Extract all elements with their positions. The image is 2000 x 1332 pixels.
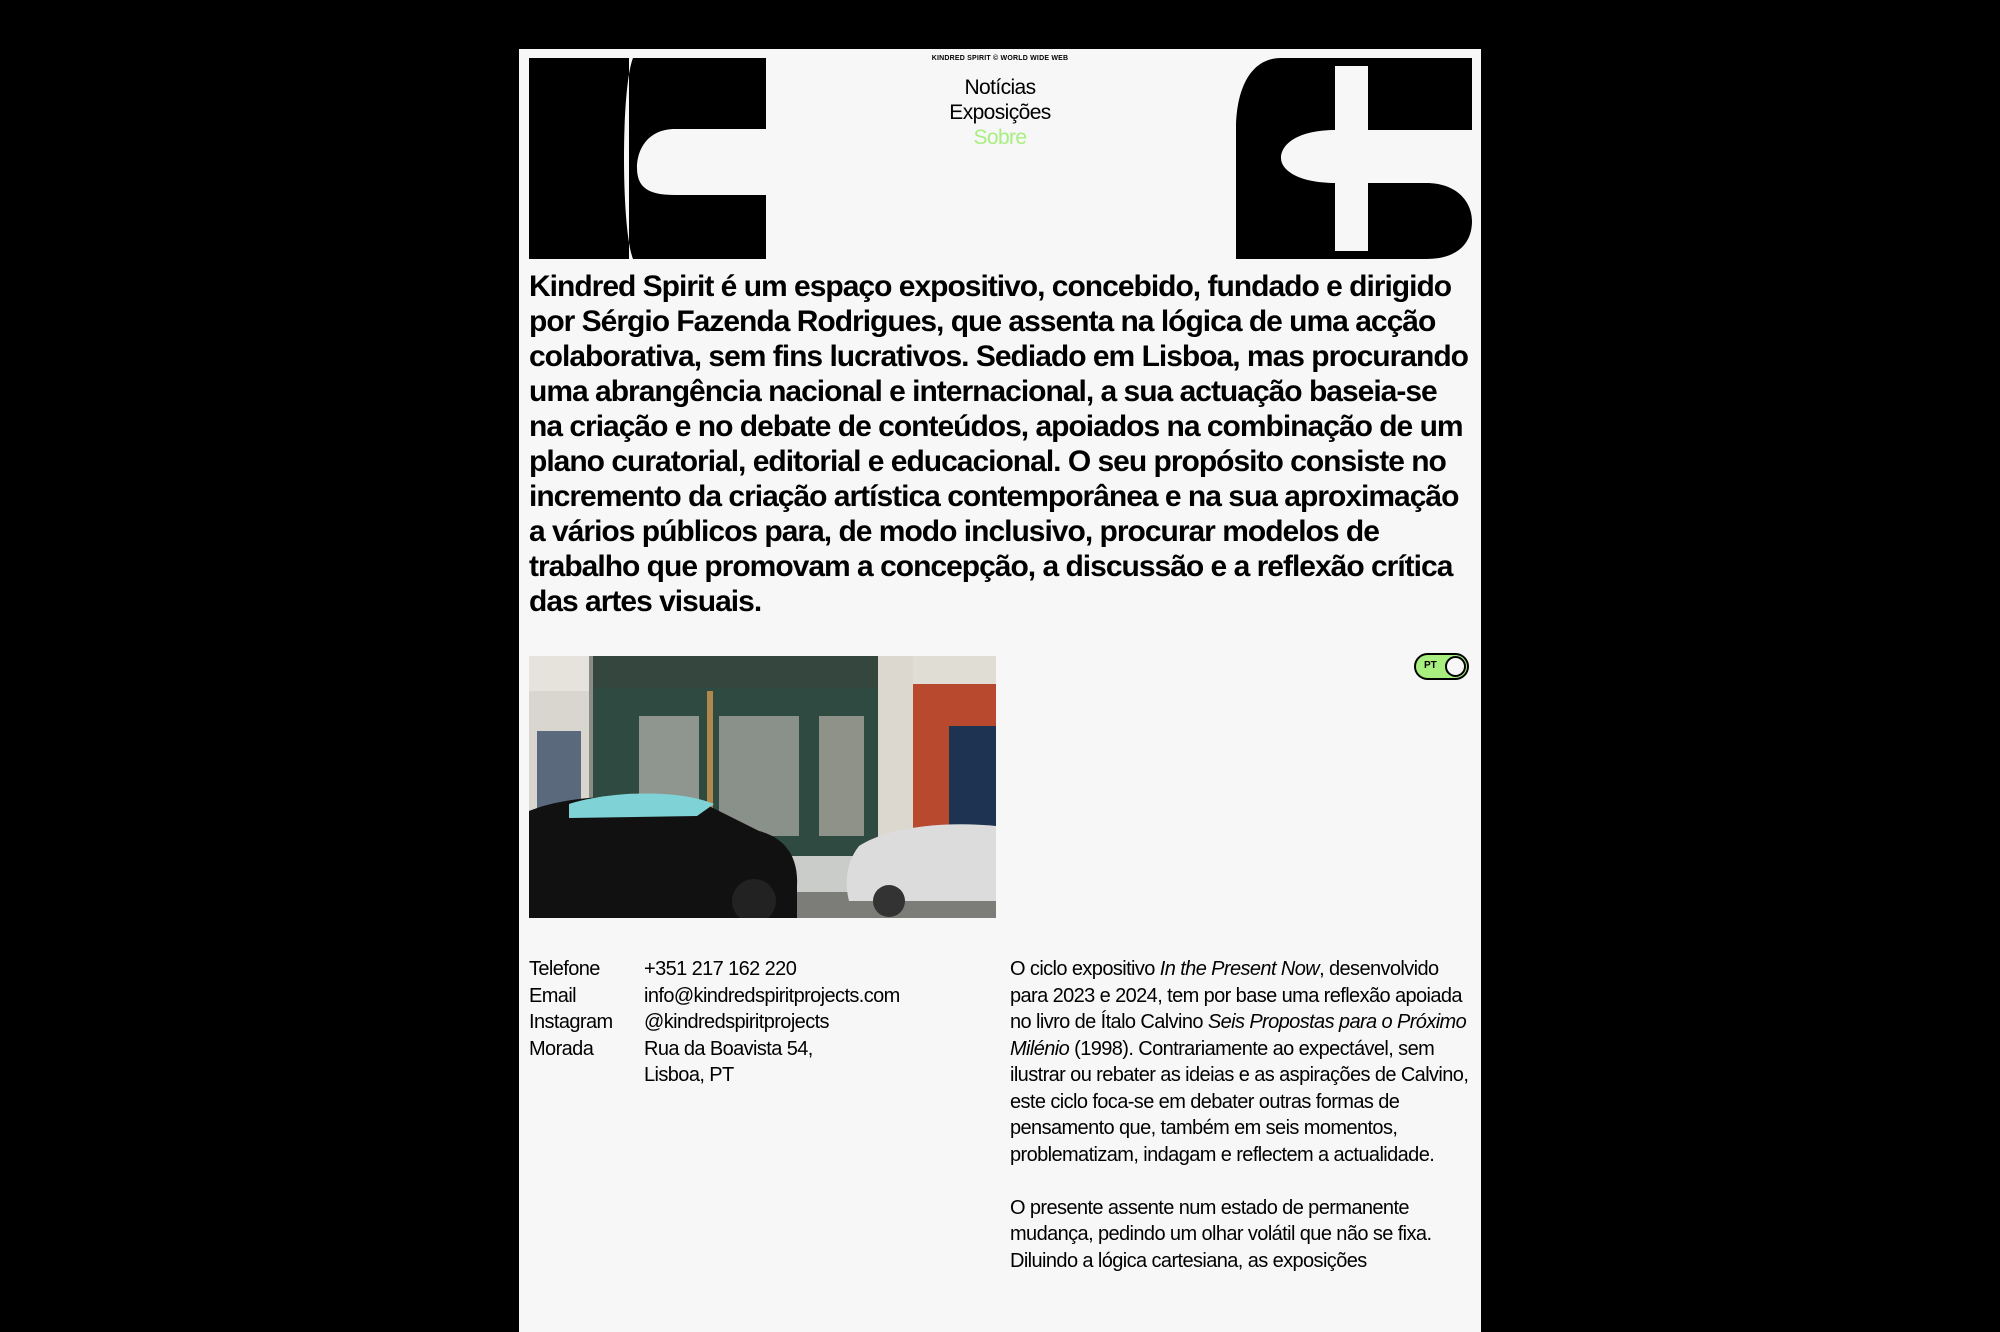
toggle-knob-icon (1445, 656, 1466, 677)
nav-item-exposicoes[interactable]: Exposições (949, 101, 1051, 124)
intro-text: Kindred Spirit é um espaço expositivo, concebido, fundado e dirigido por Sérgio Fazenda Rodrigues, que assenta na lógica de uma acção colaborativa, sem fins lucrativos. Sediado em Lisboa, mas procurando uma abrangência nacional e internacional, a sua actuação baseia-se na criação e no debate de conteúdos, apoiados na combinação de um plano curatorial, editorial e educacional. O seu propósito consiste no incremento da criação artística contemporânea e na sua aproximação a vários públicos para, de modo inclusivo, procurar modelos de trabalho que promovam a concepção, a discussão e a reflexão crítica das artes visuais. (529, 270, 1468, 618)
book-title: Seis Propostas para o Próximo Milénio (1010, 1011, 1467, 1060)
site-tagline: KINDRED SPIRIT © WORLD WIDE WEB (931, 55, 1069, 62)
contact-phone-link[interactable]: +351 217 162 220 (644, 958, 797, 980)
text-run: O ciclo expositivo (1010, 958, 1160, 980)
gallery-street-photo (529, 656, 996, 918)
text-run: (1998). Contrariamente ao expectável, sem ilustrar ou rebater as ideias e as aspirações de Calvino, este ciclo foca-se em debater outras formas de pensamento que, também em seis momentos, problematizam, indagam e reflectem a actualidade. (1010, 1037, 1469, 1166)
language-toggle-label: PT (1424, 660, 1437, 671)
page (519, 49, 1481, 1332)
address-line-1: Rua da Boavista 54, (644, 1037, 813, 1060)
about-paragraph-2: O presente assente num estado de permanente mudança, pedindo um olhar volátil que não se fixa. Diluindo a lógica cartesiana, as exposições (1010, 1196, 1432, 1272)
text-run: , desenvolvido para 2023 e 2024, tem por base uma reflexão apoiada no livro de Ítalo Calvino (1010, 958, 1462, 1033)
contact-instagram-link[interactable]: @kindredspiritprojects (644, 1011, 829, 1033)
about-paragraph-1 (1010, 956, 1472, 1168)
contact-row-email (529, 983, 900, 1010)
contact-label: Morada (529, 1037, 594, 1060)
contact-email-link[interactable]: info@kindredspiritprojects.com (644, 984, 900, 1007)
contact-row-address (529, 1036, 900, 1089)
contact-row-phone (529, 956, 900, 983)
logo-s-mark[interactable] (1236, 58, 1472, 259)
contact-label: Telefone (529, 958, 600, 980)
contact-label: Email (529, 984, 577, 1007)
address-line-2: Lisboa, PT (644, 1064, 734, 1086)
exhibition-cycle-title: In the Present Now (1159, 958, 1320, 980)
contact-row-instagram (529, 1009, 900, 1036)
about-text (1010, 956, 1472, 1301)
contact-info (529, 956, 900, 1089)
nav-item-sobre[interactable]: Sobre (973, 126, 1027, 149)
language-toggle[interactable] (1414, 653, 1469, 680)
contact-label: Instagram (529, 1011, 613, 1033)
contact-address (644, 1036, 813, 1089)
nav-item-noticias[interactable]: Notícias (964, 76, 1036, 99)
